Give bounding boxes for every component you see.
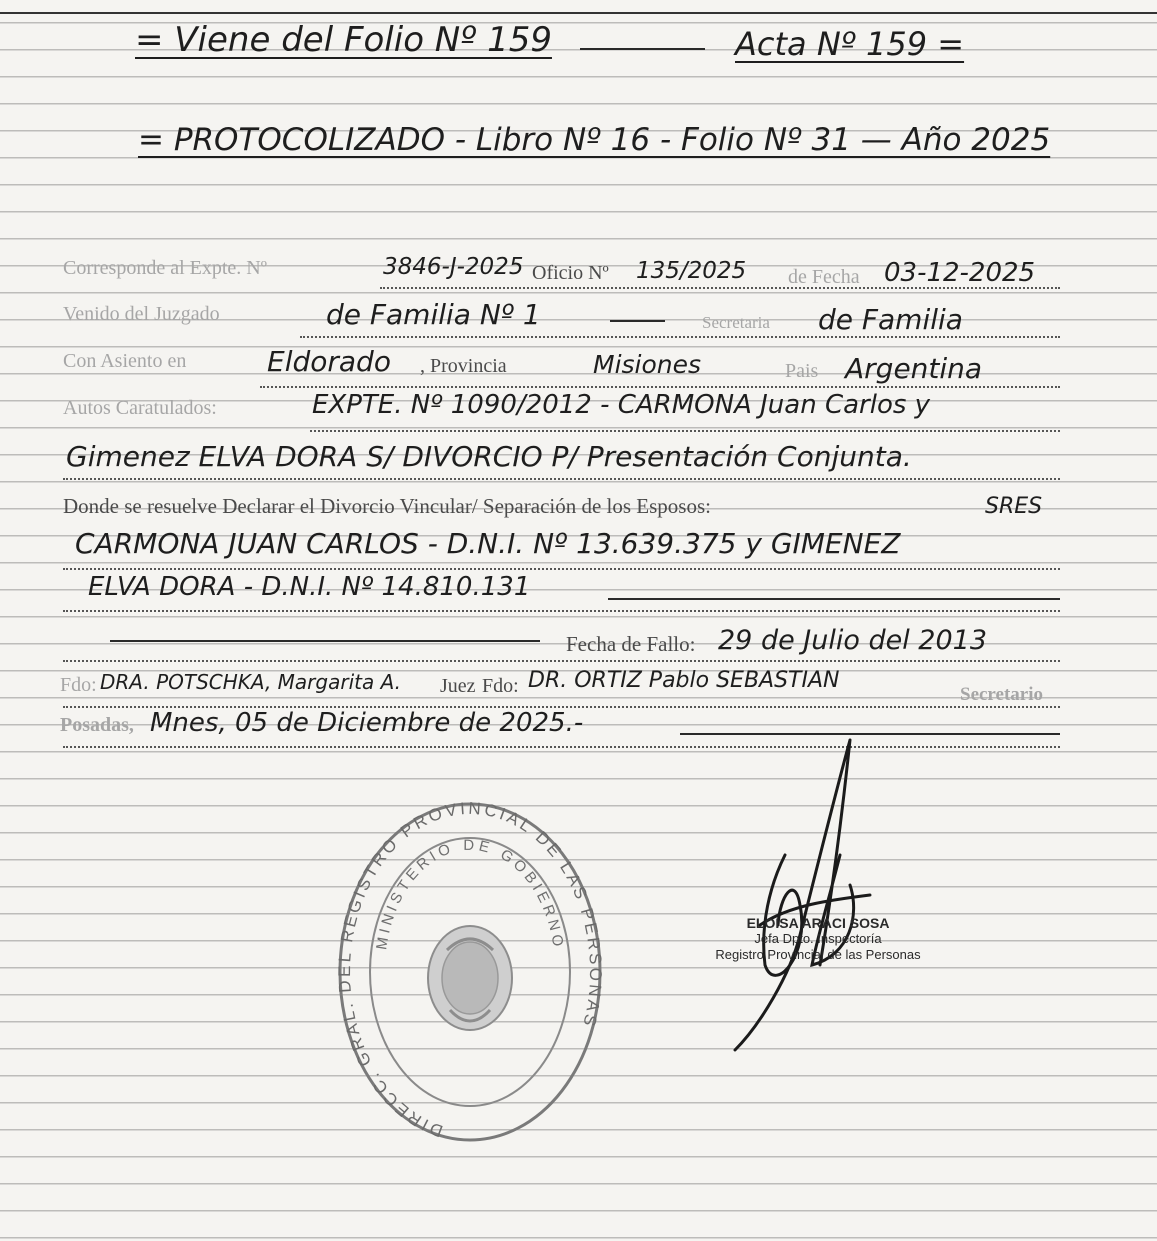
resuelve-underline-1 xyxy=(63,568,1060,570)
expte-label: Corresponde al Expte. Nº xyxy=(63,257,267,279)
official-stamp xyxy=(668,915,968,963)
fallo-label: Fecha de Fallo: xyxy=(566,632,696,656)
fallo-underline xyxy=(63,660,1060,662)
juez-label: Juez xyxy=(440,675,476,697)
handwritten-signature xyxy=(700,735,880,1055)
fdo-label-2: Fdo: xyxy=(482,675,519,697)
secretario-label: Secretario xyxy=(960,684,1043,705)
pais-value: Argentina xyxy=(845,352,983,385)
expte-value: 3846-J-2025 xyxy=(383,254,524,280)
juzgado-label: Venido del Juzgado xyxy=(63,303,220,325)
resuelve-label: Donde se resuelve Declarar el Divorcio Vincular/ Separación de los Esposos: xyxy=(63,494,711,518)
header-protocolizado: = PROTOCOLIZADO - Libro Nº 16 - Folio Nº 31 — Año 2025 xyxy=(138,122,1051,158)
secretaria-value: de Familia xyxy=(818,303,963,336)
resuelve-value-1: CARMONA JUAN CARLOS - D.N.I. Nº 13.639.375 y GIMENEZ xyxy=(75,527,901,560)
autos-underline-1 xyxy=(310,430,1060,432)
coat-of-arms-icon xyxy=(428,926,512,1030)
autos-underline-2 xyxy=(63,478,1060,480)
top-border xyxy=(0,0,1157,14)
autos-value-2: Gimenez ELVA DORA S/ DIVORCIO P/ Presentación Conjunta. xyxy=(66,440,912,473)
expte-underline xyxy=(380,287,1060,289)
official-office: Registro Provincial de las Personas xyxy=(715,947,921,962)
lugar-label: Posadas, xyxy=(60,714,134,736)
provincia-value: Misiones xyxy=(593,350,702,379)
oficio-value: 135/2025 xyxy=(636,258,747,284)
fdo-juez-value: DRA. POTSCHKA, Margarita A. xyxy=(100,670,401,694)
autos-label: Autos Caratulados: xyxy=(63,397,217,419)
fallo-lead-line xyxy=(110,640,540,642)
header-acta: Acta Nº 159 = xyxy=(735,25,965,63)
fallo-value: 29 de Julio del 2013 xyxy=(718,625,987,656)
seal-inner-text: MINISTERIO DE GOBIERNO xyxy=(373,836,567,952)
pais-label: Pais xyxy=(785,360,819,382)
resuelve-value-0: SRES xyxy=(985,494,1043,519)
resuelve-line-2 xyxy=(608,598,1060,600)
asiento-label: Con Asiento en xyxy=(63,350,187,372)
official-title: Jefa Dpto. Inspectoría xyxy=(754,931,882,946)
seal-outer-text: DIRECC. GRAL. DEL REGISTRO PROVINCIAL DE LAS PERSONAS xyxy=(335,800,605,1141)
header-dash xyxy=(580,48,705,50)
secretaria-label: Secretaria xyxy=(702,313,770,332)
official-name: ELOISA ARACI SOSA xyxy=(746,915,890,931)
juzgado-dash xyxy=(610,320,665,322)
asiento-value: Eldorado xyxy=(267,345,391,378)
fdo-secretario-value: DR. ORTIZ Pablo SEBASTIAN xyxy=(528,668,840,693)
oficio-label: Oficio Nº xyxy=(532,262,609,284)
lugar-value: Mnes, 05 de Diciembre de 2025.- xyxy=(150,708,584,738)
lugar-underline xyxy=(63,746,1060,748)
resuelve-underline-2 xyxy=(63,610,1060,612)
registry-seal xyxy=(335,800,605,1150)
asiento-underline xyxy=(260,386,1060,388)
fecha-value: 03-12-2025 xyxy=(884,258,1036,288)
provincia-label: , Provincia xyxy=(420,355,507,377)
autos-value-1: EXPTE. Nº 1090/2012 - CARMONA Juan Carlos y xyxy=(312,390,931,420)
fecha-label: de Fecha xyxy=(788,266,860,288)
header-viene-del-folio: = Viene del Folio Nº 159 xyxy=(135,20,552,60)
juzgado-underline xyxy=(300,336,1060,338)
resuelve-value-2: ELVA DORA - D.N.I. Nº 14.810.131 xyxy=(88,572,531,602)
fdo-label: Fdo: xyxy=(60,674,97,696)
juzgado-value: de Familia Nº 1 xyxy=(326,298,541,331)
